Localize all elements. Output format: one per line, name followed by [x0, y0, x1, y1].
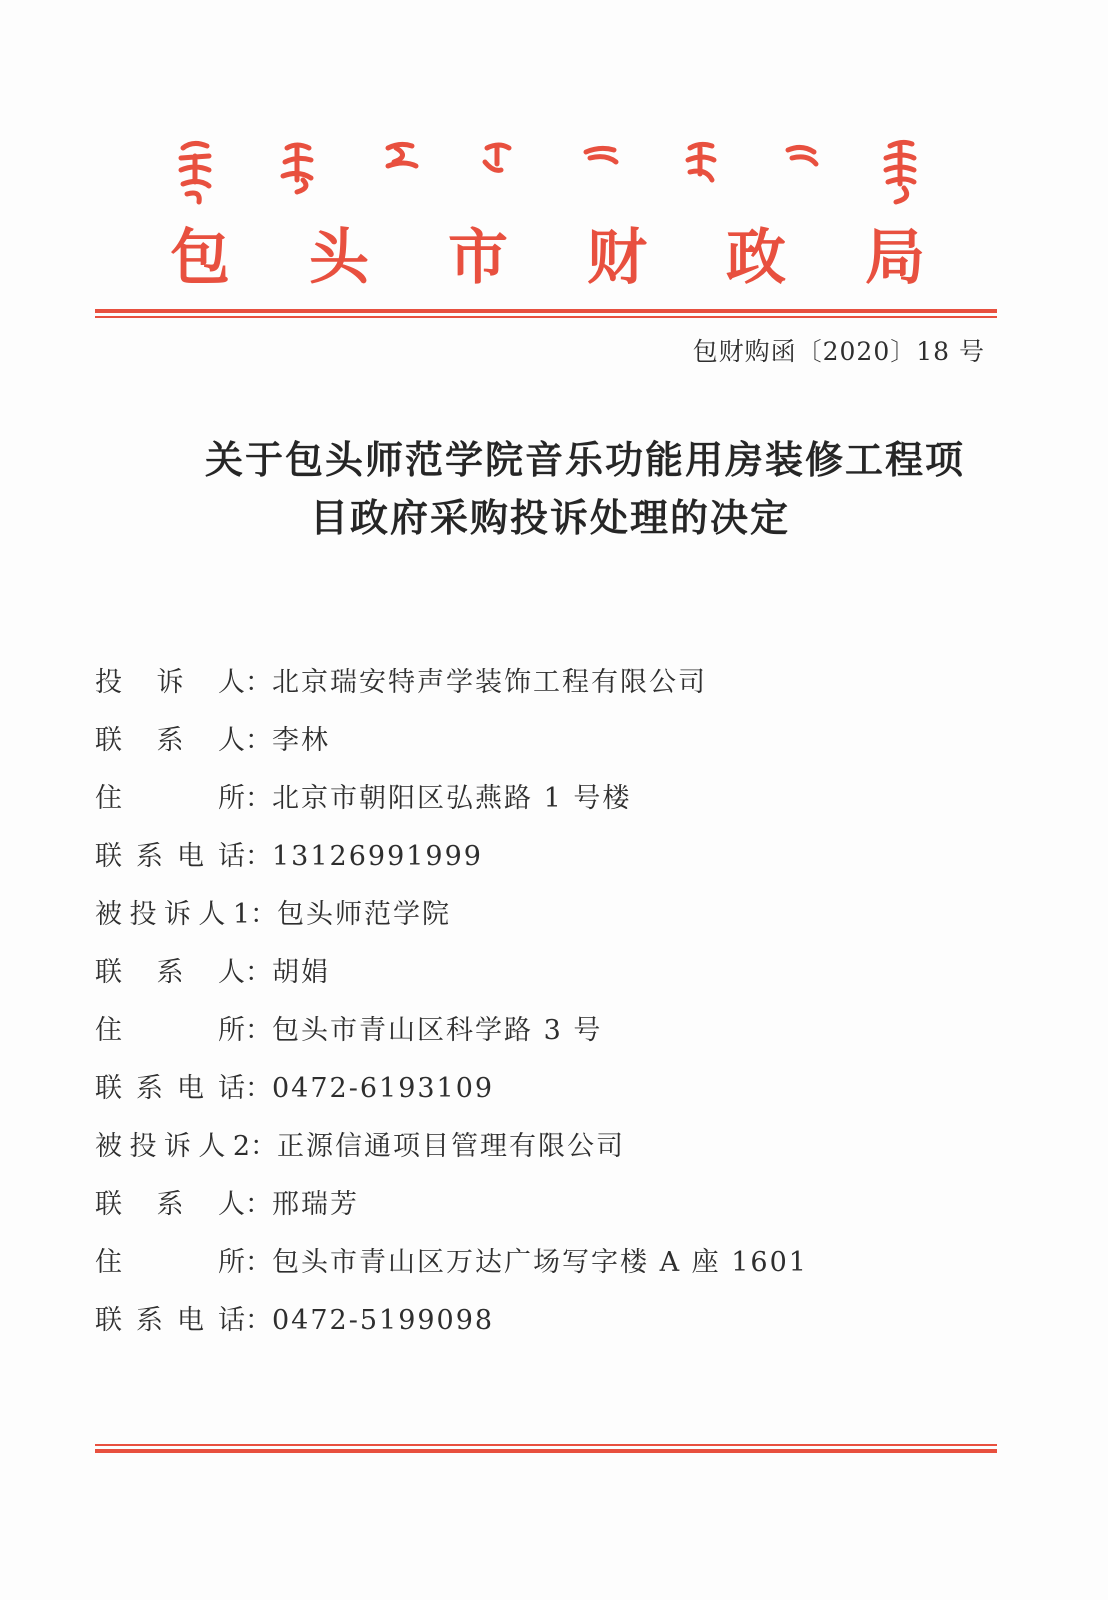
spread-char: 所	[218, 1015, 245, 1046]
respondent-2-row	[95, 1118, 995, 1176]
party-info-list	[95, 654, 995, 1350]
field-label	[95, 1234, 245, 1292]
spread-char: 联	[95, 725, 122, 756]
complainant-address-row	[95, 770, 995, 828]
spread-char: 被	[95, 1131, 122, 1162]
field-label	[95, 1292, 245, 1350]
spread-char: 诉	[163, 899, 191, 930]
field-value: 包头师范学院	[277, 899, 451, 930]
respondent-2-address-row	[95, 1234, 995, 1292]
field-value: 0472-6193109	[272, 1073, 495, 1104]
spread-char: 系	[136, 1073, 163, 1104]
label-separator: ：	[245, 841, 272, 872]
spread-char: 话	[218, 1305, 245, 1336]
spread-char: 住	[95, 783, 122, 814]
header-rule-thick	[95, 309, 997, 313]
spread-char: 电	[177, 841, 204, 872]
field-value: 北京瑞安特声学装饰工程有限公司	[272, 667, 707, 698]
spread-char: 诉	[163, 1131, 191, 1162]
document-title-line-2: 目政府采购投诉处理的决定	[310, 495, 791, 540]
mongolian-glyph	[788, 147, 816, 164]
label-separator: ：	[250, 1131, 277, 1162]
spread-char: 联	[95, 1189, 122, 1220]
spread-char: 包	[170, 223, 230, 293]
field-value: 13126991999	[272, 841, 483, 872]
respondent-1-contact-row	[95, 944, 995, 1002]
label-separator: ：	[245, 667, 272, 698]
field-label	[95, 886, 250, 944]
spread-char: 系	[136, 1305, 163, 1336]
spread-char: 所	[218, 1247, 245, 1278]
spread-char: 系	[156, 1189, 184, 1220]
spread-char: 投	[95, 667, 122, 698]
respondent-1-row	[95, 886, 995, 944]
header-rule-thin	[95, 316, 997, 318]
spread-char: 诉	[156, 667, 184, 698]
spread-char: 投	[129, 1131, 157, 1162]
spread-char: 电	[177, 1305, 204, 1336]
mongolian-glyph	[388, 144, 416, 166]
field-value: 胡娟	[272, 957, 330, 988]
field-value: 李林	[272, 725, 330, 756]
spread-char: 联	[95, 1305, 122, 1336]
respondent-1-address-row	[95, 1002, 995, 1060]
spread-char: 联	[95, 841, 122, 872]
field-label	[95, 1002, 245, 1060]
spread-char: 财	[587, 223, 647, 293]
mongolian-glyph	[181, 143, 209, 202]
footer-rule-thick	[95, 1449, 997, 1453]
complainant-contact-row	[95, 712, 995, 770]
spread-char: 1	[232, 899, 250, 930]
spread-char: 系	[136, 841, 163, 872]
label-separator: ：	[245, 1073, 272, 1104]
field-value: 邢瑞芳	[272, 1189, 359, 1220]
label-separator: ：	[245, 957, 272, 988]
label-separator: ：	[245, 783, 272, 814]
mongolian-glyph	[688, 144, 714, 180]
document-number: 包财购函〔2020〕18 号	[692, 337, 985, 366]
spread-char: 政	[726, 223, 786, 293]
field-label	[95, 1118, 250, 1176]
complainant-row	[95, 654, 995, 712]
respondent-2-phone-row	[95, 1292, 995, 1350]
field-label	[95, 770, 245, 828]
label-separator: ：	[245, 725, 272, 756]
spread-char: 市	[448, 223, 508, 293]
field-label	[95, 1176, 245, 1234]
respondent-2-contact-row	[95, 1176, 995, 1234]
label-separator: ：	[250, 899, 277, 930]
label-separator: ：	[245, 1189, 272, 1220]
spread-char: 系	[156, 957, 184, 988]
label-separator: ：	[245, 1305, 272, 1336]
field-label	[95, 654, 245, 712]
spread-char: 投	[129, 899, 157, 930]
field-value: 0472-5199098	[272, 1305, 495, 1336]
field-label	[95, 944, 245, 1002]
label-separator: ：	[245, 1015, 272, 1046]
agency-name	[170, 223, 925, 293]
document-title-line-1: 关于包头师范学院音乐功能用房装修工程项	[205, 437, 966, 482]
spread-char: 所	[218, 783, 245, 814]
spread-char: 话	[218, 1073, 245, 1104]
spread-char: 局	[865, 223, 925, 293]
spread-char: 人	[218, 1189, 245, 1220]
mongolian-glyph	[485, 145, 509, 170]
footer-rule-thin	[95, 1444, 997, 1446]
respondent-1-phone-row	[95, 1060, 995, 1118]
spread-char: 系	[156, 725, 184, 756]
field-value: 包头市青山区科学路 3 号	[272, 1015, 603, 1046]
spread-char: 人	[218, 725, 245, 756]
complainant-phone-row	[95, 828, 995, 886]
spread-char: 住	[95, 1247, 122, 1278]
spread-char: 电	[177, 1073, 204, 1104]
spread-char: 联	[95, 957, 122, 988]
spread-char: 被	[95, 899, 122, 930]
field-value: 北京市朝阳区弘燕路 1 号楼	[272, 783, 632, 814]
label-separator: ：	[245, 1247, 272, 1278]
spread-char: 话	[218, 841, 245, 872]
field-label	[95, 712, 245, 770]
field-value: 包头市青山区万达广场写字楼 A 座 1601	[272, 1247, 808, 1278]
field-label	[95, 828, 245, 886]
mongolian-glyph	[586, 148, 616, 162]
spread-char: 人	[198, 1131, 226, 1162]
mongolian-letterhead-logo	[0, 130, 1108, 220]
mongolian-glyph	[283, 145, 311, 192]
field-value: 正源信通项目管理有限公司	[277, 1131, 625, 1162]
spread-char: 住	[95, 1015, 122, 1046]
spread-char: 联	[95, 1073, 122, 1104]
spread-char: 2	[232, 1131, 250, 1162]
spread-char: 人	[218, 957, 245, 988]
field-label	[95, 1060, 245, 1118]
spread-char: 人	[198, 899, 226, 930]
spread-char: 人	[218, 667, 245, 698]
mongolian-glyph	[886, 142, 914, 202]
spread-char: 头	[309, 223, 369, 293]
